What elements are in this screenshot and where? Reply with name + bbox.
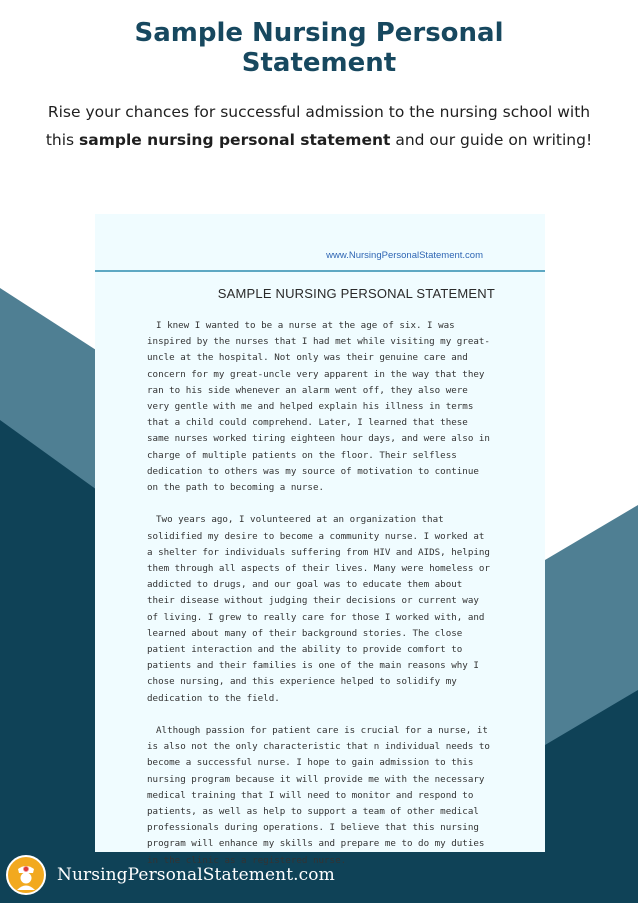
document-paragraph: I knew I wanted to be a nurse at the age of six. I was inspired by the nurses that I had met while visiting my great-uncle at the hospital. Not only was their genuine care and concern for my great-uncle very apparent in the way that they ran to his side whenever an alarm went off, they also were very gentle with me and helped explain his illness in terms that a child could comprehend. Later, I learned that these same nurses worked tiring eighteen hour days, and were also in charge of multiple patients on the floor. Their selfless dedication to others was my source of motivation to continue on the path to becoming a nurse.: [147, 320, 490, 494]
footer-brand-link[interactable]: NursingPersonalStatement.com: [57, 865, 335, 885]
sample-document: [95, 214, 545, 866]
brand-logo: [6, 855, 46, 895]
document-divider: [95, 270, 545, 272]
document-title: SAMPLE NURSING PERSONAL STATEMENT: [217, 286, 495, 301]
subtitle-bold-text: sample nursing personal statement: [79, 131, 391, 149]
document-site-url: www.NursingPersonalStatement.com: [326, 250, 483, 261]
subtitle-text: Rise your chances for successful admission to the nursing school with this: [45, 103, 591, 149]
document-body: [147, 318, 492, 885]
document-paragraph: Although passion for patient care is crucial for a nurse, it is also not the only characteristic that n individual needs to become a successful nurse. I hope to gain admission to this nursing program because it will provide me with the necessary medical training that I will need to monitor and respond to patients, as well as help to support a team of other medical professionals during operations. I believe that this nursing program will enhance my skills and prepare me to do my duties in the clinic as a registered nurse.: [147, 725, 490, 866]
document-paragraph: Two years ago, I volunteered at an organization that solidified my desire to become a community nurse. I worked at a shelter for individuals suffering from HIV and AIDS, helping them through all aspects of their lives. Many were homeless or addicted to drugs, and our goal was to educate them about their disease without judging their decisions or current way of living. I grew to really care for those I worked with, and learned about many of their background stories. The close patient interaction and the ability to provide comfort to patients and their families is one of the main reasons why I chose nursing, and this experience helped to solidify my dedication to the field.: [147, 514, 490, 704]
page-header: [0, 18, 638, 154]
subtitle-text-end: and our guide on writing!: [390, 131, 593, 149]
page-title: Sample Nursing Personal Statement: [134, 18, 504, 78]
page-subtitle: [39, 98, 599, 154]
footer: [0, 851, 638, 903]
nurse-icon: [8, 857, 44, 893]
